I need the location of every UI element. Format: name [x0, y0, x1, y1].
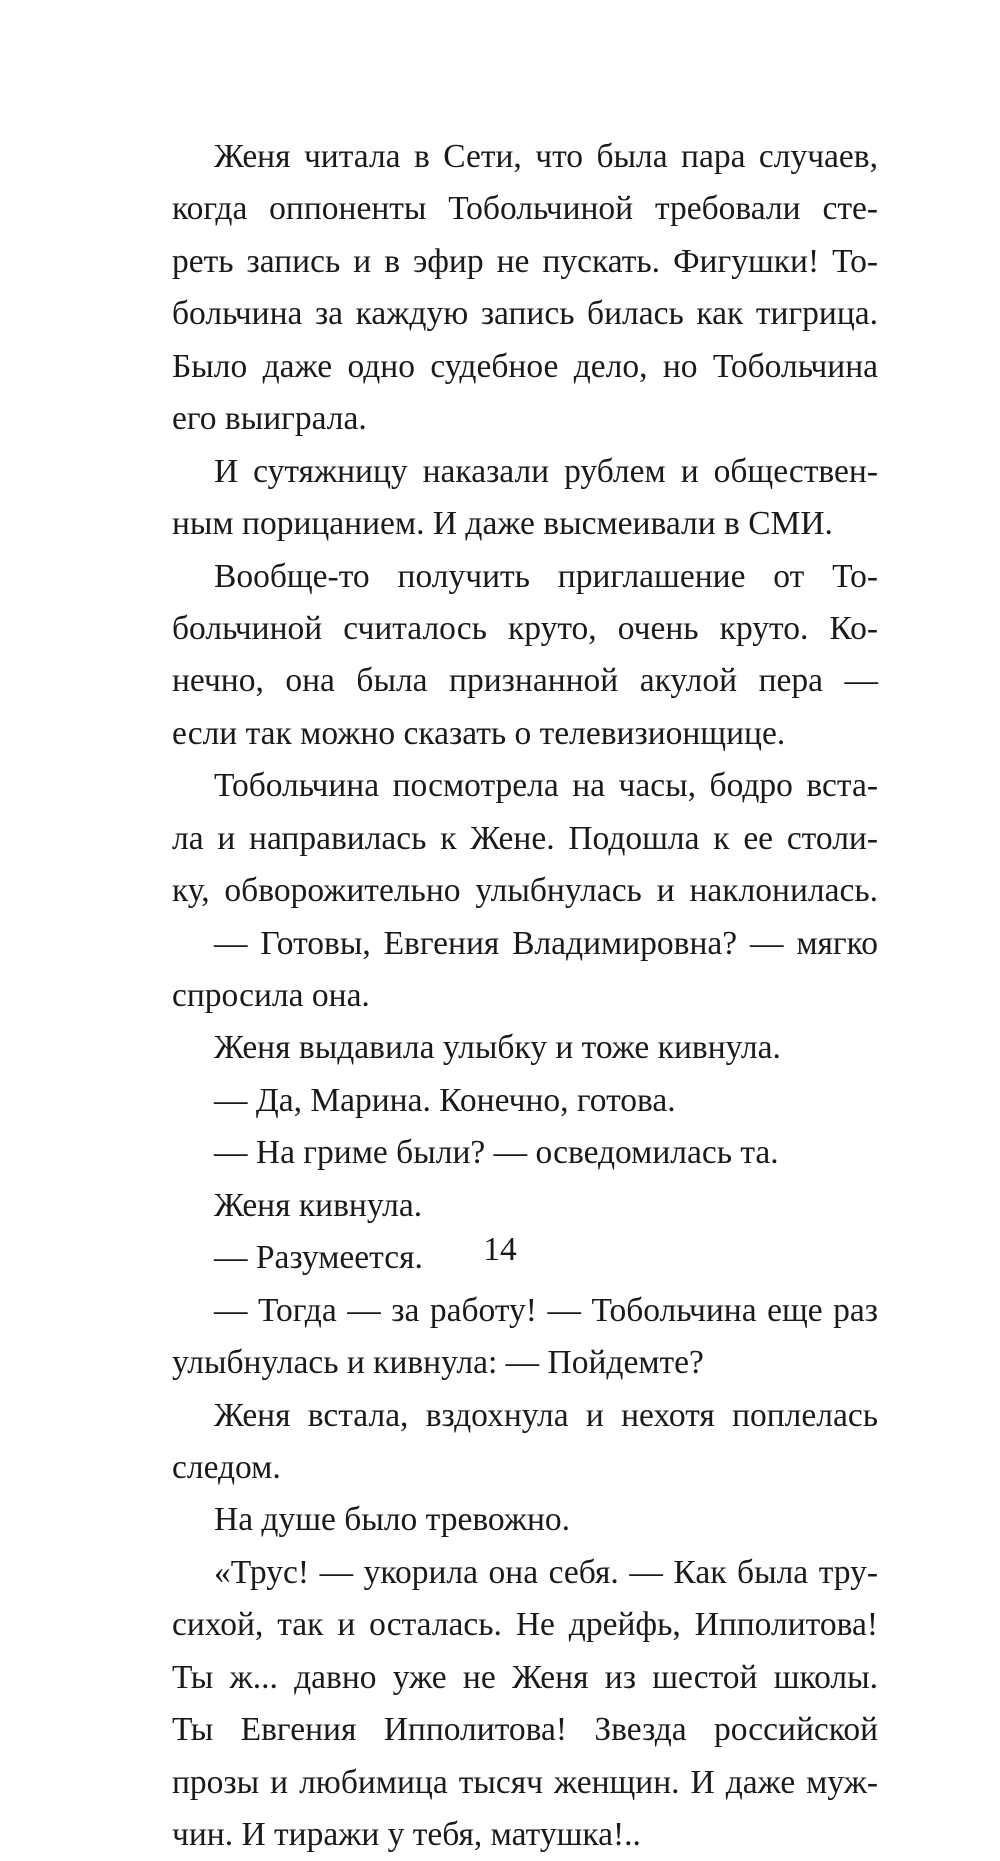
text-line: больчина за каждую запись билась как тигрица.	[172, 295, 878, 333]
page-number: 14	[483, 1231, 517, 1268]
text-line: ным порицанием. И даже высмеивали в СМИ.	[172, 505, 833, 543]
text-line: — Разумеется.	[214, 1239, 423, 1277]
text-line: Вообще-то получить приглашение от То-	[214, 557, 878, 595]
text-line: ла и направилась к Жене. Подошла к ее столи-	[172, 819, 878, 857]
text-line: ку, обворожительно улыбнулась и наклонилась.	[172, 872, 878, 910]
text-line: спросила она.	[172, 977, 370, 1014]
text-line: Было даже одно судебное дело, но Тобольчина	[172, 347, 878, 385]
text-line: больчиной считалось круто, очень круто. Ко-	[172, 609, 878, 647]
text-line: его выиграла.	[172, 400, 367, 438]
text-line: Женя кивнула.	[214, 1186, 423, 1224]
text-line: — На гриме были? — осведомилась та.	[214, 1134, 779, 1172]
text-line: улыбнулась и кивнула: — Пойдемте?	[172, 1344, 704, 1382]
text-line: — Готовы, Евгения Владимировна? — мягко	[214, 924, 878, 962]
text-line: Женя читала в Сети, что была пара случаев,	[214, 138, 878, 175]
text-line: И сутяжницу наказали рублем и обществен-	[214, 452, 878, 490]
text-line: Женя встала, вздохнула и нехотя поплелась	[214, 1396, 878, 1434]
text-line: — Тогда — за работу! — Тобольчина еще раз	[214, 1291, 878, 1329]
text-line: следом.	[172, 1448, 281, 1486]
text-line: нечно, она была признанной акулой пера —	[172, 662, 878, 700]
text-line: Женя выдавила улыбку и тоже кивнула.	[214, 1029, 781, 1067]
text-line: — Да, Марина. Конечно, готова.	[214, 1081, 676, 1119]
text-line: Ты Евгения Ипполитова! Звезда российской	[172, 1711, 878, 1749]
text-line: Тобольчина посмотрела на часы, бодро вста-	[214, 767, 878, 805]
text-line: Ты ж... давно уже не Женя из шестой школы.	[172, 1658, 878, 1696]
text-line: сихой, так и осталась. Не дрейфь, Ипполитова!	[172, 1606, 878, 1644]
text-line: прозы и любимица тысяч женщин. И даже муж-	[172, 1763, 878, 1801]
text-line: реть запись и в эфир не пускать. Фигушки! То-	[172, 242, 878, 280]
text-line: если так можно сказать о телевизионщице.	[172, 714, 786, 752]
text-line: чин. И тиражи у тебя, матушка!..	[172, 1816, 641, 1853]
body-text	[172, 131, 878, 1861]
text-line: «Трус! — укорила она себя. — Как была тру-	[214, 1553, 878, 1591]
text-line: На душе было тревожно.	[214, 1501, 571, 1539]
text-line: когда оппоненты Тобольчиной требовали сте-	[172, 190, 878, 228]
